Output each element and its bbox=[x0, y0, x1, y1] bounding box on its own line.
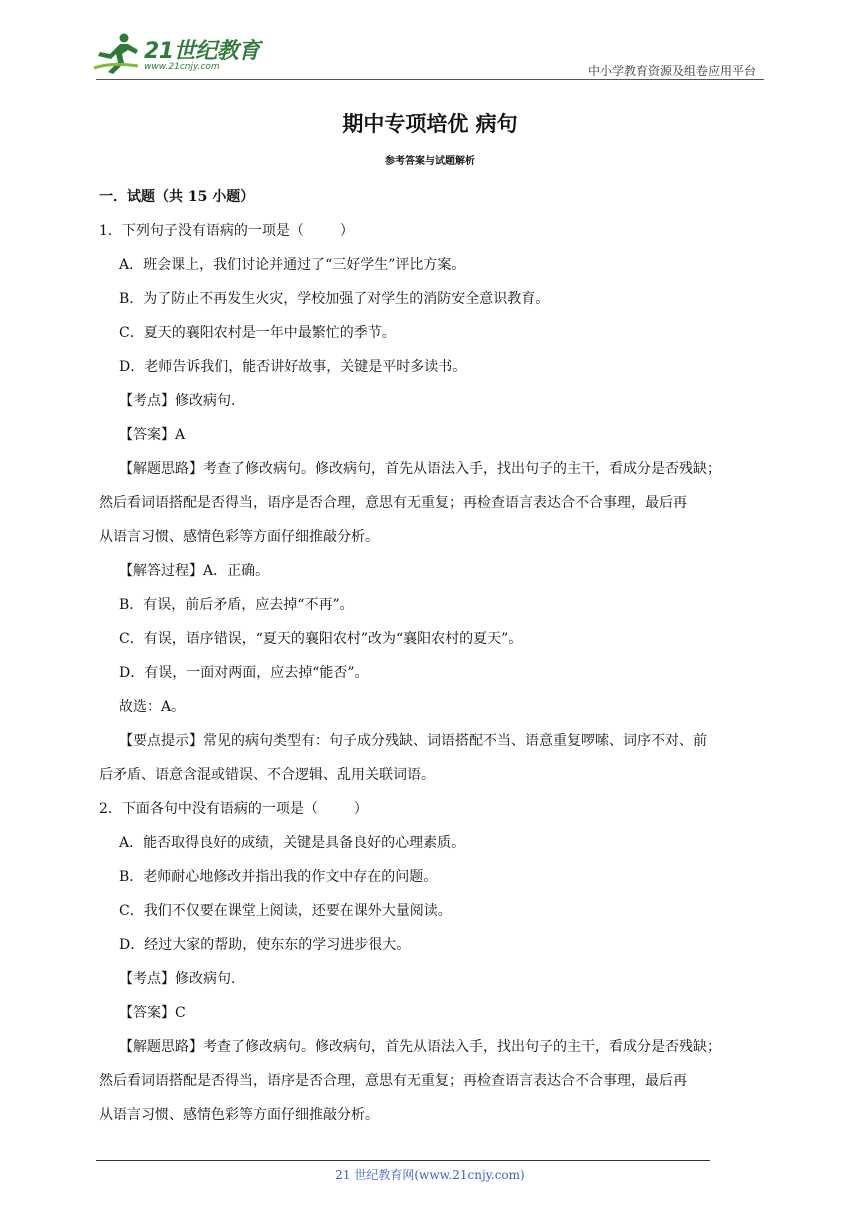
solution-choice: 故选：A。 bbox=[119, 699, 186, 715]
footer-divider bbox=[96, 1160, 710, 1161]
question-stem: 1．下列句子没有语病的一项是（ ） bbox=[99, 223, 354, 239]
option-c: C．我们不仅要在课堂上阅读，还要在课外大量阅读。 bbox=[119, 903, 452, 919]
page-title: 期中专项培优 病句 bbox=[342, 111, 518, 136]
option-b: B．为了防止不再发生火灾，学校加强了对学生的消防安全意识教育。 bbox=[119, 291, 550, 307]
runner-logo-icon bbox=[92, 32, 142, 76]
answer: 【答案】A bbox=[119, 427, 186, 443]
page-header bbox=[0, 0, 860, 82]
solution-approach: 从语言习惯、感情色彩等方面仔细推敲分析。 bbox=[99, 529, 379, 545]
solution-approach: 然后看词语搭配是否得当，语序是否合理，意思有无重复；再检查语言表达合不合事理，最后再 bbox=[99, 1073, 687, 1089]
option-a: A．班会课上，我们讨论并通过了“三好学生”评比方案。 bbox=[119, 257, 466, 273]
solution-process: 【解答过程】A．正确。 bbox=[119, 563, 270, 579]
solution-approach: 然后看词语搭配是否得当，语序是否合理，意思有无重复；再检查语言表达合不合事理，最后再 bbox=[99, 495, 687, 511]
page-subtitle: 参考答案与试题解析 bbox=[385, 156, 475, 167]
question-stem: 2．下面各句中没有语病的一项是（ ） bbox=[99, 801, 368, 817]
footer-link[interactable]: 21 世纪教育网(www.21cnjy.com) bbox=[335, 1168, 525, 1182]
solution-approach: 从语言习惯、感情色彩等方面仔细推敲分析。 bbox=[99, 1107, 379, 1123]
option-d: D．经过大家的帮助，使东东的学习进步很大。 bbox=[119, 937, 411, 953]
document-body bbox=[99, 180, 764, 1132]
section-heading: 一．试题（共 15 小题） bbox=[99, 189, 255, 205]
solution-process: D．有误，一面对两面，应去掉“能否”。 bbox=[119, 665, 369, 681]
solution-approach: 【解题思路】考查了修改病句。修改病句，首先从语法入手，找出句子的主干，看成分是否残缺； bbox=[119, 1039, 721, 1055]
solution-process: C．有误，语序错误，“夏天的襄阳农村”改为“襄阳农村的夏天”。 bbox=[119, 631, 523, 647]
option-a: A．能否取得良好的成绩，关键是具备良好的心理素质。 bbox=[119, 835, 466, 851]
logo bbox=[92, 32, 262, 78]
platform-name: 中小学教育资源及组卷应用平台 bbox=[587, 64, 756, 78]
logo-url: www.21cnjy.com bbox=[144, 62, 220, 72]
option-b: B．老师耐心地修改并指出我的作文中存在的问题。 bbox=[119, 869, 438, 885]
key-tips: 后矛盾、语意含混或错误、不合逻辑、乱用关联词语。 bbox=[99, 767, 435, 783]
solution-process: B．有误，前后矛盾，应去掉“不再”。 bbox=[119, 597, 354, 613]
kaodian: 【考点】修改病句. bbox=[119, 393, 236, 409]
option-c: C．夏天的襄阳农村是一年中最繁忙的季节。 bbox=[119, 325, 396, 341]
key-tips: 【要点提示】常见的病句类型有：句子成分残缺、词语搭配不当、语意重复啰嗦、词序不对、前 bbox=[119, 733, 707, 749]
header-divider bbox=[96, 79, 764, 80]
logo-text: 21世纪教育 bbox=[144, 39, 260, 64]
kaodian: 【考点】修改病句. bbox=[119, 971, 236, 987]
solution-approach: 【解题思路】考查了修改病句。修改病句，首先从语法入手，找出句子的主干，看成分是否残缺； bbox=[119, 461, 721, 477]
answer: 【答案】C bbox=[119, 1005, 186, 1021]
option-d: D．老师告诉我们，能否讲好故事，关键是平时多读书。 bbox=[119, 359, 467, 375]
